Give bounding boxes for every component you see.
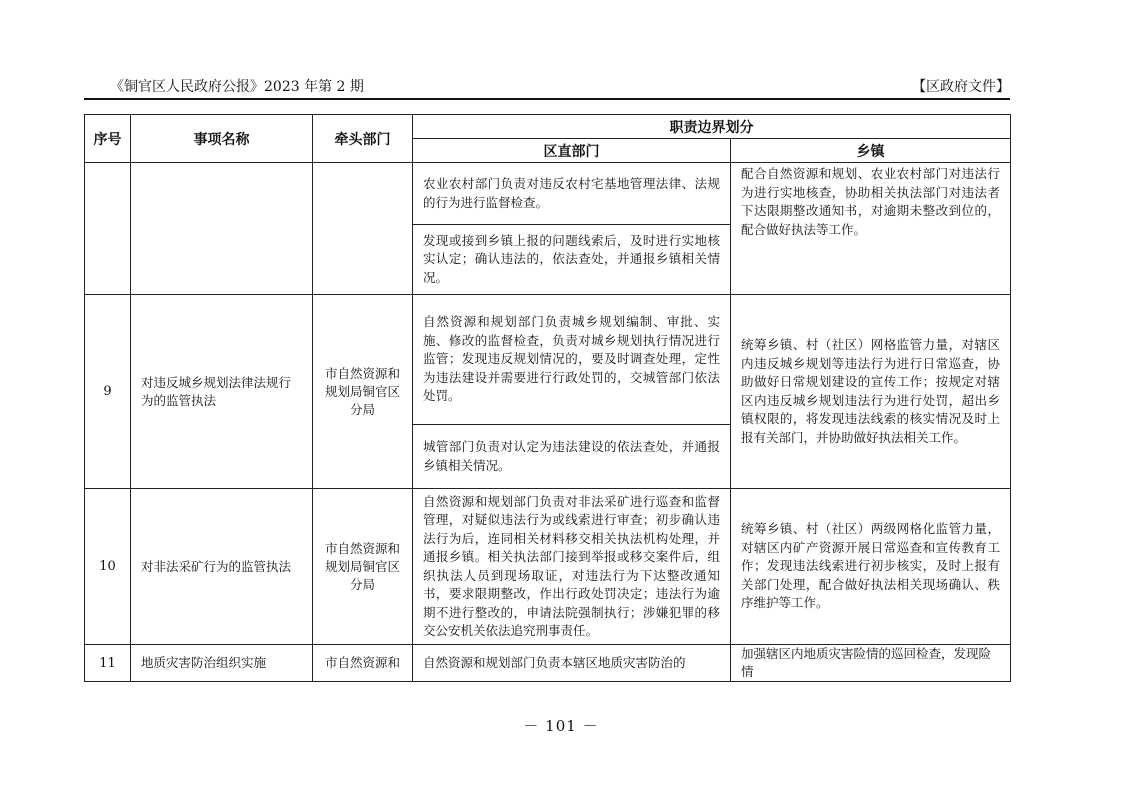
bulletin-title: 《铜官区人民政府公报》2023 年第 2 期 <box>110 79 364 95</box>
row10-town: 统筹乡镇、村（社区）两级网格化监管力量，对辖区内矿产资源开展日常巡查和宣传教育工作；发现违法线索进行初步核实，及时上报有关部门处理，配合做好执法相关现场确认、秩序维护等工作。 <box>731 489 1011 645</box>
page-header <box>84 76 1010 98</box>
table-header-row <box>85 115 1011 139</box>
table-row <box>85 163 1011 225</box>
row11-town: 加强辖区内地质灾害险情的巡回检查，发现险情 <box>731 645 1011 682</box>
row9-town: 统筹乡镇、村（社区）网格监管力量，对辖区内违反城乡规划等违法行为进行日常巡查，协助做好日常规划建设的宣传工作；按规定对辖区内违反城乡规划违法行为进行处罚，超出乡镇权限的，将发现违法线索的核实情况及时上报有关部门，并协助做好执法相关工作。 <box>731 295 1011 489</box>
cont-seq-cell <box>85 163 131 295</box>
col-town-header: 乡镇 <box>731 139 1011 163</box>
cont-district-1: 农业农村部门负责对违反农村宅基地管理法律、法规的行为进行监督检查。 <box>413 163 731 225</box>
row11-seq: 11 <box>85 645 131 682</box>
row10-district: 自然资源和规划部门负责对非法采矿进行巡查和监督管理，对疑似违法行为或线索进行审查；初步确认违法行为后，连同相关材料移交相关执法机构处理，并通报乡镇。相关执法部门接到举报或移交案件后，组织执法人员到现场取证，对违法行为下达整改通知书，要求限期整改，作出行政处罚决定；违法行为逾期不进行整改的，申请法院强制执行；涉嫌犯罪的移交公安机关依法追究刑事责任。 <box>413 489 731 645</box>
header-rule <box>84 98 1010 100</box>
col-boundary-header: 职责边界划分 <box>413 115 1011 139</box>
cont-item-cell <box>131 163 313 295</box>
row9-lead: 市自然资源和规划局铜官区分局 <box>313 295 413 489</box>
cont-town: 配合自然资源和规划、农业农村部门对违法行为进行实地核查，协助相关执法部门对违法者下达限期整改通知书，对逾期未整改到位的，配合做好执法等工作。 <box>731 163 1011 295</box>
row9-seq: 9 <box>85 295 131 489</box>
row11-item: 地质灾害防治组织实施 <box>131 645 313 682</box>
table-row <box>85 489 1011 645</box>
page-number: － 101 － <box>523 717 599 735</box>
row9-item: 对违反城乡规划法律法规行为的监管执法 <box>131 295 313 489</box>
col-seq-header: 序号 <box>85 115 131 163</box>
cont-lead-cell <box>313 163 413 295</box>
cont-district-2: 发现或接到乡镇上报的问题线索后，及时进行实地核实认定；确认违法的，依法查处，并通报乡镇相关情况。 <box>413 225 731 295</box>
row11-district: 自然资源和规划部门负责本辖区地质灾害防治的 <box>413 645 731 682</box>
row10-seq: 10 <box>85 489 131 645</box>
row10-lead: 市自然资源和规划局铜官区分局 <box>313 489 413 645</box>
row9-district-1: 自然资源和规划部门负责城乡规划编制、审批、实施、修改的监督检查，负责对城乡规划执行情况进行监管；发现违反规划情况的，要及时调查处理，定性为违法建设并需要进行行政处罚的，交城管部门依法处罚。 <box>413 295 731 425</box>
col-item-header: 事项名称 <box>131 115 313 163</box>
section-label: 【区政府文件】 <box>912 79 1010 95</box>
row10-item: 对非法采矿行为的监管执法 <box>131 489 313 645</box>
col-lead-header: 牵头部门 <box>313 115 413 163</box>
table-row <box>85 645 1011 682</box>
row9-district-2: 城管部门负责对认定为违法建设的依法查处，并通报乡镇相关情况。 <box>413 425 731 489</box>
row11-lead: 市自然资源和 <box>313 645 413 682</box>
col-district-header: 区直部门 <box>413 139 731 163</box>
table-row <box>85 295 1011 425</box>
responsibility-table <box>84 114 1011 682</box>
